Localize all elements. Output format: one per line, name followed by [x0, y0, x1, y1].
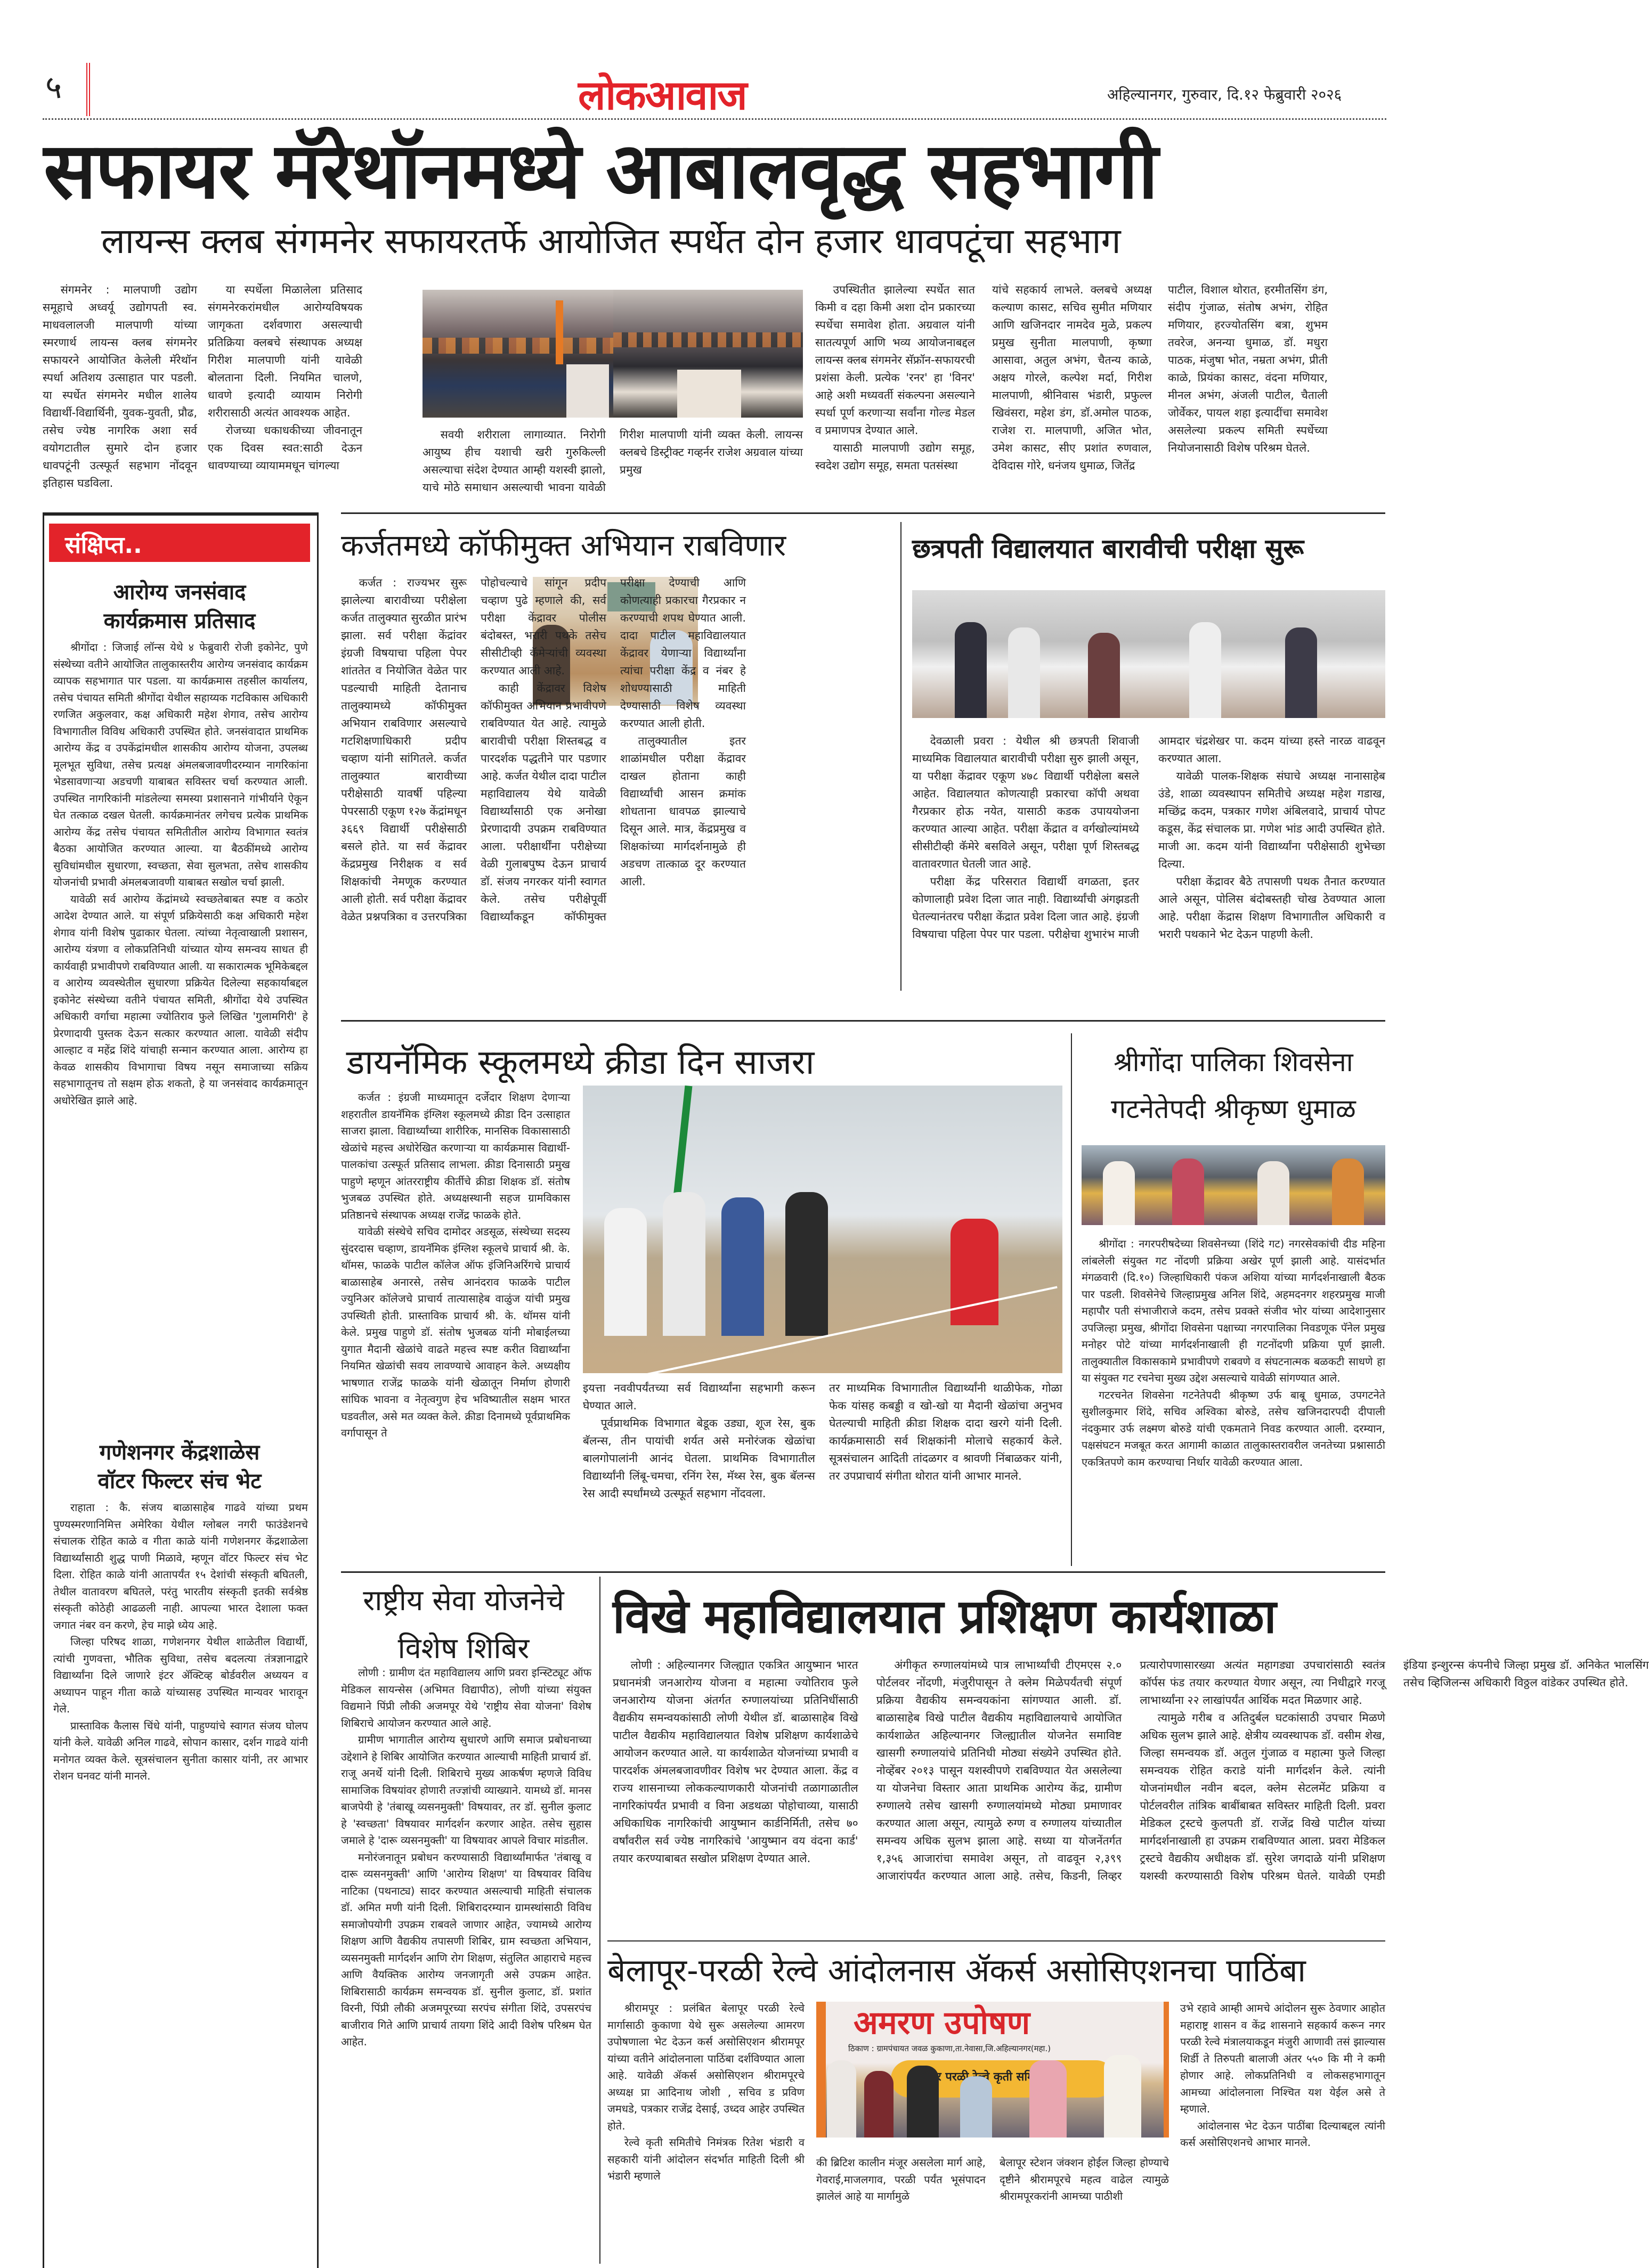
nss-vikhe-divider: [599, 1577, 600, 2264]
dynamic-bottom-para: तर माध्यमिक विभागातील विद्यार्थ्यांनी थाळीफेक, गोळा फेक यांसह कबड्डी व खो-खो या मैदानी खेळांचा अनुभव घेतल्याची माहिती क्रीडा शिक्षक दादा खरगे यांनी दिली. कार्यक्रमासाठी सर्व शिक्षकांनी मोलाचे सहकार्य केले. सूत्रसंचालन आदिती तांदळगर व श्रावणी निंबाळकर यांनी, तर उपप्राचार्य संगीता थोरात यांनी आभार मानले.: [829, 1382, 1062, 1482]
sidebar-story1-para: श्रीगोंदा : जिजाई लॉन्स येथे ४ फेब्रुवारी रोजी इकोनेट, पुणे संस्थेच्या वतीने आयोजित तालुकास्तरीय आरोग्य जनसंवाद कार्यक्रम व्यापक सहभागात पार पडला. या कार्यक्रमास तहसील कार्यालय, तसेच पंचायत समिती श्रीगोंदा येथील सहाय्यक गटविकास अधिकारी रणजित अकुलवार, कक्ष अधिकारी महेश शेगाव, तसेच आरोग्य विभागातील विविध अधिकारी उपस्थित होते. जनसंवादात प्राथमिक आरोग्य केंद्र व उपकेंद्रांमधील शासकीय आरोग्य योजना, उपलब्ध मूलभूत सुविधा, तसेच प्रत्यक्ष अंमलबजावणीदरम्यान नागरिकांना भेडसावणाऱ्या अडचणी याबाबत सविस्तर चर्चा करण्यात आली. उपस्थित नागरिकांनी मांडलेल्या समस्या प्रशासनाने गांभीर्याने ऐकून घेत तत्काळ दखल घेतली. कार्यक्रमानंतर लगेचच प्रत्येक प्राथमिक आरोग्य केंद्र तसेच पंचायत समितीतील आरोग्य विभागात स्वतंत्र बैठका आयोजित करण्यात आल्या. या बैठकींमध्ये आरोग्य सुविधांमधील सुधारणा, स्वच्छता, सेवा सुलभता, तसेच शासकीय योजनांची प्रभावी अंमलबजावणी याबाबत सखोल चर्चा झाली.: [53, 641, 308, 888]
shrigonda-para: गटरचनेत शिवसेना गटनेतेपदी श्रीकृष्ण उर्फ बाबू धुमाळ, उपगटनेते सुशीलकुमार शिंदे, सचिव अश्विका बोरुडे, तसेच खजिनदारपदी दीपाली नंदकुमार उर्फ लक्ष्मण बोरुडे यांची एकमताने निवड करण्यात आली. दरम्यान, पक्षसंघटन मजबूत करत आगामी काळात तालुकास्तरावरील जनतेच्या प्रश्नासाठी एकत्रितपणे काम करण्याचा निर्धार यावेळी करण्यात आला.: [1082, 1388, 1385, 1469]
lead-headline: सफायर मॅरेथॉनमध्ये आबालवृद्ध सहभागी: [44, 126, 1157, 216]
lead-col2-para: या स्पर्धेला मिळालेला प्रतिसाद संगमनेरकरांमधील आरोग्यविषयक जागृकता दर्शवणारा असल्याची प्रतिक्रिया क्लबचे संस्थापक अध्यक्ष गिरीश मालपाणी यांनी यावेळी बोलताना दिली. नियमित चालणे, धावणे इत्यादी व्यायाम निरोगी शरीरासाठी अत्यंत आवश्यक आहेत.: [208, 283, 362, 419]
railway-para: आंदोलनास भेट देऊन पाठींबा दिल्याबद्दल त्यांनी कर्स असोसिएशनचे आभार मानले.: [1180, 2119, 1385, 2149]
railway-para: उभे रहावे आम्ही आमचे आंदोलन सुरू ठेवणार आहोत महाराष्ट्र शासन व केंद्र शासनाने सहकार्य करून नगर परळी रेल्वे मंत्रालयाकडून मंजुरी आणावी तसं झाल्यास शिर्डी ते तिरुपती बालाजी अंतर ५५० कि मी ने कमी होणार आहे. लोकप्रतिनिधी व लोकसहभागातून आमच्या आंदोलनाला निश्चित यश येईल असे ते म्हणाले.: [1180, 2002, 1385, 2115]
vikhe-para: त्यामुळे गरीब व अतिदुर्बल घटकांसाठी उपचार मिळणे अधिक सुलभ झाले आहे. क्षेत्रीय व्यवस्थापक डॉ. वसीम शेख, जिल्हा समन्वयक डॉ. अतुल गुंजाळ व महात्मा फुले जिल्हा समन्वयक रोहित कराडे यांनी मार्गदर्शन केले. त्यांनी योजनांमधील नवीन बदल, क्लेम सेटलमेंट प्रक्रिया व पोर्टलवरील तांत्रिक बाबींबाबत सविस्तर माहिती दिली. प्रवरा मेडिकल ट्रस्टचे कुलपती डॉ. राजेंद्र विखे पाटील यांच्या मार्गदर्शनाखाली हा उपक्रम राबविण्यात आला. प्रवरा मेडिकल ट्रस्टचे वैद्यकीय अधीक्षक डॉ. सुरेश जगदाळे यांनी प्रशिक्षण यशस्वी करण्यासाठी विशेष परिश्रम घेतले. यावेळी एमडी इंडिया इन्शुरन्स कंपनीचे जिल्हा प्रमुख डॉ. अनिकेत भालसिंग तसेच व्हिजिलन्स अधिकारी विठ्ठल वांडेकर उपस्थित होते.: [1140, 1659, 1649, 1882]
banner-title: अमरण उपोषण: [854, 2004, 1030, 2042]
lead-col4: [815, 281, 975, 475]
vikhe-headline: विखे महाविद्यालयात प्रशिक्षण कार्यशाळा: [613, 1589, 1276, 1644]
shrigonda-felicitation-photo: [1082, 1145, 1385, 1225]
vikhe-bottom-rule: [607, 1940, 1385, 1941]
dateline: अहिल्यानगर, गुरुवार, दि.१२ फेब्रुवारी २०२६: [1107, 86, 1342, 103]
dynamic-bottom-col1: [583, 1380, 815, 1503]
sidebar-story2-para: जिल्हा परिषद शाळा, गणेशनगर येथील शाळेतील विद्यार्थी, त्यांची गुणवत्ता, भौतिक सुविधा, तसेच बदलत्या तंत्रज्ञानाद्वारे विद्यार्थ्यांना दिले जाणारे इंटर ॲक्टिव्ह बोर्डवरील अध्ययन व अध्यापन पाहून गीता काळे यांच्यासह उपस्थित मान्यवर भारावून गेले.: [53, 1635, 308, 1715]
karjat-headline: कर्जतमध्ये कॉफीमुक्त अभियान राबविणार: [341, 528, 786, 563]
sidebar-story1-body: [53, 639, 308, 1109]
dynamic-left-para: यावेळी संस्थेचे सचिव दामोदर अडसूळ, संस्थेच्या सदस्य सुंदरदास चव्हाण, डायनॅमिक इंग्लिश स्कूलचे प्राचार्य श्री. के. थॉमस, फाळके पाटील कॉलेज ऑफ इंजिनिअरिंगचे प्राचार्य बाळासाहेब अनारसे, तसेच आनंदराव फाळके पाटील ज्युनिअर कॉलेजचे प्राचार्य तात्यासाहेब वाळुंज यांची प्रमुख उपस्थिती होती. प्रास्ताविक प्राचार्य श्री. के. थॉमस यांनी केले. प्रमुख पाहुणे डॉ. संतोष भुजबळ यांनी मोबाईलच्या युगात मैदानी खेळांचे वाढते महत्त्व स्पष्ट करीत विद्यार्थ्यांना नियमित खेळांची सवय लावण्याचे आवाहन केले. अध्यक्षीय भाषणात राजेंद्र फाळके यांनी खेळातून निर्माण होणारी सांघिक भावना व नेतृत्वगुण हेच भविष्यातील सक्षम भारत घडवतील, असे मत व्यक्त केले. क्रीडा दिनामध्ये पूर्वप्राथमिक वर्गापासून ते: [341, 1225, 570, 1439]
karjat-body: [341, 574, 922, 990]
banner-location: ठिकाण : ग्रामपंचायत जवळ कुकाणा,ता.नेवासा,जि.अहिल्यानगर(महा.): [848, 2044, 1051, 2053]
sidebar-story1-headline-line2: कार्यक्रमास प्रतिसाद: [103, 609, 256, 633]
lower-rule: [341, 1571, 1385, 1573]
chhatrapati-para: यावेळी पालक-शिक्षक संघाचे अध्यक्ष नानासाहेब उंडे, शाळा व्यवस्थापन समितीचे अध्यक्ष महेश गडाख, मच्छिंद्र कदम, पत्रकार गणेश अंबिलवादे, प्राचार्य पोपट कडूस, केंद्र संचालक प्रा. गणेश भांड आदी उपस्थित होते. माजी आ. कदम यांनी विद्यार्थ्यांना परीक्षेसाठी शुभेच्छा दिल्या.: [1158, 770, 1385, 870]
chhatrapati-para: देवळाली प्रवरा : येथील श्री छत्रपती शिवाजी माध्यमिक विद्यालयात बारावीची परीक्षा सुरु झाली असून, या परीक्षा केंद्रावर एकूण ४७८ विद्यार्थी परीक्षेला बसले आहेत. विद्यालयात कोणत्याही प्रकारचा कॉपी अथवा गैरप्रकार होऊ नयेत, यासाठी कडक उपाययोजना करण्यात आल्या आहेत. परीक्षा केंद्रात व वर्गखोल्यांमध्ये सीसीटीव्ही कॅमेरे बसविले असून, परीक्षा पूर्ण शिस्तबद्ध वातावरणात घेतली जात आहे.: [912, 735, 1139, 870]
nss-headline: [325, 1577, 602, 1673]
sidebar-story2-body: [53, 1499, 308, 1785]
page-number-divider: [86, 63, 90, 116]
karjat-para: काही केंद्रावर विशेष कॉफीमुक्त अभियान प्रभावीपणे राबविण्यात येत आहे. त्यामुळे बारावीची परीक्षा शिस्तबद्ध व पारदर्शक पद्धतीने पार पडणार आहे. कर्जत येथील दादा पाटील महाविद्यालय येथे यावेळी विद्यार्थ्यांसाठी एक अनोखा प्रेरणादायी उपक्रम राबविण्यात आला. परीक्षार्थींना परीक्षेच्या वेळी गुलाबपुष्प देऊन प्राचार्य डॉ. संजय नगरकर यांनी स्वागत केले. तसेच परीक्षेपूर्वी विद्यार्थ्यांकडून कॉफीमुक्त परीक्षा देण्याची आणि कोणत्याही प्रकारचा गैरप्रकार न करण्याची शपथ घेण्यात आली. दादा पाटील महाविद्यालयात केंद्रावर येणाऱ्या विद्यार्थ्यांना त्यांचा परीक्षा केंद्र व नंबर हे शोधण्यासाठी माहिती देण्यासाठी विशेष व्यवस्था करण्यात आली होती.: [481, 576, 746, 923]
middle-rule: [341, 1020, 1385, 1022]
karjat-chhatrapati-divider: [900, 522, 901, 991]
dynamic-left-para: कर्जत : इंग्रजी माध्यमातून दर्जेदार शिक्षण देणाऱ्या शहरातील डायनॅमिक इंग्लिश स्कूलमध्ये क्रीडा दिन उत्साहात साजरा झाला. विद्यार्थ्यांच्या शारीरिक, मानसिक विकासासाठी खेळांचे महत्त्व अधोरेखित करणाऱ्या या कार्यक्रमास विद्यार्थी-पालकांचा उत्स्फूर्त प्रतिसाद लाभला. क्रीडा दिनासाठी प्रमुख पाहुणे म्हणून आंतरराष्ट्रीय कीर्तीचे क्रीडा शिक्षक डॉ. संतोष भुजबळ उपस्थित होते. अध्यक्षस्थानी सहज ग्रामविकास प्रतिष्ठानचे संस्थापक अध्यक्ष राजेंद्र फाळके होते.: [341, 1091, 570, 1221]
lead-col1-para: संगमनेर : मालपाणी उद्योग समूहाचे अध्वर्यू उद्योगपती स्व. माधवलालजी मालपाणी यांच्या स्मरणार्थ लायन्स क्लब संगमनेर सफायरने आयोजित केलेली मॅरेथॉन स्पर्धा अतिशय उत्साहात पार पडली. या स्पर्धेत संगमनेर मधील शालेय विद्यार्थी-विद्यार्थिनी, युवक-युवती, प्रौढ, तसेच ज्येष्ठ नागरिक अशा सर्व वयोगटातील सुमारे दोन हजार धावपटूंनी उत्स्फूर्त सहभाग नोंदवून इतिहास घडविला.: [43, 283, 197, 490]
lead-col1: [43, 281, 197, 492]
chhatrapati-para: परीक्षा केंद्रावर बैठे तपासणी पथक तैनात करण्यात आले असून, पोलिस बंदोबस्तही चोख ठेवण्यात आला आहे. परीक्षा केंद्रास शिक्षण विभागातील अधिकारी व भरारी पथकाने भेट देऊन पाहणी केली.: [1158, 875, 1385, 941]
lead-under-photo: [423, 426, 803, 496]
sidebar-label-banner: [49, 524, 310, 562]
nss-para: लोणी : ग्रामीण दंत महाविद्यालय आणि प्रवरा इन्स्टिट्यूट ऑफ मेडिकल सायन्सेस (अभिमत विद्यापीठ), लोणी यांच्या संयुक्त विद्यमाने पिंप्री लौकी अजमपूर येथे 'राष्ट्रीय सेवा योजना' विशेष शिबिराचे आयोजन करण्यात आले आहे.: [341, 1666, 591, 1729]
marathon-photo: [423, 290, 613, 418]
lead-col2: [208, 281, 362, 475]
chhatrapati-exam-photo: [912, 590, 1385, 718]
shrigonda-headline: [1082, 1039, 1385, 1132]
shrigonda-headline-line1: श्रीगोंदा पालिका शिवसेना: [1114, 1047, 1353, 1078]
karjat-para: तालुक्यातील इतर शाळांमधील परीक्षा केंद्रावर दाखल होताना काही विद्यार्थ्यांची आसन क्रमांक शोधताना धावपळ झाल्याचे दिसून आले. मात्र, केंद्रप्रमुख व शिक्षकांच्या मार्गदर्शनामुळे ही अडचण तात्काळ दूर करण्यात आली.: [620, 735, 746, 888]
karjat-para: कर्जत : राज्यभर सुरू झालेल्या बारावीच्या परीक्षेला कर्जत तालुक्यात सुरळीत प्रारंभ झाला. सर्व परीक्षा केंद्रांवर इंग्रजी विषयाचा पहिला पेपर शांततेत व नियोजित वेळेत पार पडल्याची माहिती देतानाच तालुक्यामध्ये कॉफीमुक्त अभियान राबविणार असल्याचे गटशिक्षणाधिकारी प्रदीप चव्हाण यांनी सांगितले. कर्जत तालुक्यात बारावीच्या परीक्षेसाठी यावर्षी पहिल्या पेपरसाठी एकूण १२७ केंद्रांमधून ३६६९ विद्यार्थी परीक्षेसाठी बसले होते. या सर्व केंद्रावर केंद्रप्रमुख निरीक्षक व सर्व शिक्षकांची नेमणूक करण्यात आली होती. सर्व परीक्षा केंद्रावर वेळेत प्रश्नपत्रिका व उत्तरपत्रिका पोहोचल्याचे सांगून प्रदीप चव्हाण पुढे म्हणाले की, सर्व परीक्षा केंद्रावर पोलीस बंदोबस्त, भरारी पथके तसेच सीसीटीव्ही कॅमेऱ्यांची व्यवस्था करण्यात आली आहे.: [341, 576, 606, 923]
railway-col1: [607, 2000, 805, 2185]
lead-col6: [1168, 281, 1328, 457]
lead-under-photo-para: सवयी शरीराला लागाव्यात. निरोगी आयुष्य हीच यशाची खरी गुरुकिल्ली असल्याचा संदेश देण्यात आम्ही यशस्वी झालो, याचे मोठे समाधान असल्याची भावना यावेळी गिरीश मालपाणी यांनी व्यक्त केली. लायन्स क्लबचे डिस्ट्रीक्ट गव्हर्नर राजेश अग्रवाल यांच्या प्रमुख: [423, 428, 803, 494]
sidebar-story2-para: राहाता : कै. संजय बाळासाहेब गाढवे यांच्या प्रथम पुण्यस्मरणानिमित्त अमेरिका येथील ग्लोबल नगरी फाउंडेशनचे संचालक रोहित काळे व गीता काळे यांनी गणेशनगर केंद्रशाळेला विद्यार्थ्यांसाठी शुद्ध पाणी मिळावे, म्हणून वॉटर फिल्टर संच भेट दिला. रोहित काळे यांनी आतापर्यंत १५ देशांची संस्कृती बघितली, तेथील वातावरण बघितले, परंतु भारतीय संस्कृती इतकी सर्वश्रेष्ठ संस्कृती कोठेही आढळली नाही. आपल्या भारत देशाला फक्त जगात नंबर वन करणे, हेच माझे ध्येय आहे.: [53, 1501, 308, 1631]
sports-day-photo: [583, 1086, 1062, 1373]
dynamic-left-body: [341, 1089, 570, 1442]
shrigonda-para: श्रीगोंदा : नगरपरीषदेच्या शिवसेनच्या (शिंदे गट) नगरसेवकांची दीड महिना लांबलेली संयुक्त गट नोंदणी प्रक्रिया अखेर पूर्ण झाली आहे. यासंदर्भात मंगळवारी (दि.१०) जिल्हाधिकारी पंकज अशिया यांच्या मार्गदर्शनाखाली बैठक पार पडली. शिवसेनेचे जिल्हाप्रमुख अनिल शिंदे, अहमदनगर शहरप्रमुख माजी महापौर पती संभाजीराजे कदम, तसेच प्रवक्ते संजीव भोर यांच्या आदेशानुसार उपजिल्हा प्रमुख, श्रीगोंदा शिवसेना पक्षाच्या नगरपालिका निवडणूक पॅनेल प्रमुख मनोहर पोटे यांच्या मार्गदर्शनाखाली ही गटनोंदणी प्रक्रिया पूर्ण झाली. तालुक्यातील विकासकामे प्रभावीपणे राबवणे व संघटनात्मक बळकटी साधणे हा या संयुक्त गट रचनेचा मुख्य उद्देश असल्याचे यावेळी सांगण्यात आले.: [1082, 1237, 1385, 1384]
sidebar-story1-headline-line1: आरोग्य जनसंवाद: [113, 580, 246, 605]
vikhe-para: अंगीकृत रुग्णालयांमध्ये पात्र लाभार्थ्यांची टीएमएस २.० पोर्टलवर नोंदणी, मंजुरीपासून ते क्लेम मिळेपर्यंतची संपूर्ण प्रक्रिया वैद्यकीय समन्वयकांना सांगण्यात आली. डॉ. बाळासाहेब विखे पाटील वैद्यकीय महाविद्यालयाचे आयोजित कार्यशाळेत अहिल्यानगर जिल्ह्यातील योजनेत समाविष्ट खासगी रुग्णालयांचे प्रतिनिधी मोठ्या संख्येने उपस्थित होते. नोव्हेंबर २०१३ पासून यशस्वीपणे राबविण्यात येत असलेल्या या योजनेचा विस्तार आता प्राथमिक आरोग्य केंद्र, ग्रामीण रुग्णालये तसेच खासगी रुग्णालयांमध्ये मोठ्या प्रमाणावर करण्यात आला असून, त्यामुळे रुग्ण व रुग्णालय यांच्यातील समन्वय अधिक सुलभ झाला आहे. सध्या या योजनेंतर्गत १,३५६ आजारांचा समावेश असून, तो वाढवून २,३९९ आजारांपर्यंत करण्यात आला आहे. तसेच, किडनी, लिव्हर प्रत्यारोपणासारख्या अत्यंत महागड्या उपचारांसाठी स्वतंत्र कॉर्पस फंड तयार करण्यात येणार असून, त्या निधीद्वारे गरजू लाभार्थ्यांना २२ लाखांपर्यंत आर्थिक मदत मिळणार आहे.: [876, 1659, 1385, 1882]
nss-headline-line1: राष्ट्रीय सेवा योजनेचे: [363, 1584, 564, 1617]
railway-col4: [1180, 2000, 1385, 2151]
sidebar-story2-headline-line1: गणेशनगर केंद्रशाळेस: [99, 1440, 260, 1465]
dynamic-headline: डायनॅमिक स्कूलमध्ये क्रीडा दिन साजरा: [346, 1043, 815, 1082]
nss-headline-line2: विशेष शिबिर: [397, 1631, 530, 1665]
railway-headline: बेलापूर-परळी रेल्वे आंदोलनास ॲकर्स असोसिएशनचा पाठिंबा: [607, 1952, 1306, 1989]
sidebar-story2-para: प्रास्ताविक कैलास चिंधे यांनी, पाहुण्यांचे स्वागत संजय घोलप यांनी केले. यावेळी अनिल गाढवे, सोपान कासार, दर्शन गाढवे यांनी मनोगत व्यक्त केले. सूत्रसंचालन सुनीता कासार यांनी, तर आभार राेशन घनवट यांनी मानले.: [53, 1719, 308, 1782]
lead-col4-para: यासाठी मालपाणी उद्योग समूह, स्वदेश उद्योग समूह, समता पतसंस्था: [815, 442, 975, 472]
sidebar-story1-headline: [49, 578, 310, 635]
dynamic-bottom-para: इयत्ता नववीपर्यंतच्या सर्व विद्यार्थ्यांना सहभागी करून घेण्यात आले.: [583, 1382, 815, 1412]
banner-strip: परळी कृती: [945, 2070, 1012, 2084]
shrigonda-headline-line2: गटनेतेपदी श्रीकृष्ण धुमाळ: [1111, 1094, 1356, 1124]
page-number: ५: [45, 69, 62, 106]
vikhe-body: [613, 1657, 1649, 1886]
nss-para: ग्रामीण भागातील आरोग्य सुधारणे आणि समाज प्रबोधनाच्या उद्देशाने हे शिबिर आयोजित करण्यात आल्याची माहिती प्राचार्य डॉ. राजू अनर्थे यांनी दिली. शिबिराचे मुख्य आकर्षण म्हणजे विविध सामाजिक विषयांवर होणारी तज्ज्ञांची व्याख्याने. यामध्ये डॉ. मानस बाजपेयी हे 'तंबाखू व्यसनमुक्ती' विषयावर, तर डॉ. सुनील कुलाट हे 'स्वच्छता' विषयावर मार्गदर्शन करणार आहेत. तसेच सुहास जमाले हे 'दारू व्यसनमुक्ती' या विषयावर आपले विचार मांडतील.: [341, 1733, 591, 1847]
nss-para: मनोरंजनातून प्रबोधन करण्यासाठी विद्यार्थ्यांमार्फत 'तंबाखू व दारू व्यसनमुक्ती' आणि 'आरोग्य शिक्षण' या विषयावर विविध नाटिका (पथनाट्य) सादर करण्यात असल्याची माहिती संचालक डॉ. अमित मणी यांनी दिली. शिबिरादरम्यान ग्रामस्थांसाठी विविध समाजोपयोगी उपक्रम राबवले जाणार आहेत, ज्यामध्ये आरोग्य शिक्षण आणि वैद्यकीय तपासणी शिबिर, ग्राम स्वच्छता अभियान, व्यसनमुक्ती मार्गदर्शन आणि रोग शिक्षण, संतुलित आहाराचे महत्त्व आणि वैयक्तिक आरोग्य जनजागृती असे उपक्रम आहेत. शिबिरासाठी कार्यक्रम समन्वयक डॉ. सुनील कुलाट, डॉ. प्रशांत विरनी, पिंप्री लौकी अजमपूरच्या सरपंच संगीता शिंदे, उपसरपंच बाजीराव गिते आणि प्राचार्य तायगा शिंदे आदी विशेष परिश्रम घेत आहेत.: [341, 1850, 591, 2048]
lead-col2-para: रोजच्या धकाधकीच्या जीवनातून एक दिवस स्वत:साठी देऊन धावण्याच्या व्यायाममधून चांगल्या: [208, 424, 362, 472]
masthead-logo: लोकआवाज: [578, 71, 746, 119]
marathon-photo-2: [613, 290, 803, 418]
masthead-rule: [43, 118, 1386, 120]
railway-para: की ब्रिटिश कालीन मंजूर असलेला मार्ग आहे, गेवराई,माजलगाव, परळी पर्यंत भूसंपादन झालेलं आहे या मार्गामुळे: [816, 2156, 986, 2202]
lead-subheadline: लायन्स क्लब संगमनेर सफायरतर्फे आयोजित स्पर्धेत दोन हजार धावपटूंचा सहभाग: [101, 221, 1121, 262]
vikhe-para: लोणी : अहिल्यानगर जिल्ह्यात एकत्रित आयुष्मान भारत प्रधानमंत्री जनआरोग्य योजना व महात्मा ज्योतिराव फुले जनआरोग्य योजना अंतर्गत रुग्णालयांच्या प्रतिनिधींसाठी वैद्यकीय समन्वयकांसाठी लोणी येथील डॉ. बाळासाहेब विखे पाटील वैद्यकीय महाविद्यालयात विशेष प्रशिक्षण कार्यशाळेचे आयोजन करण्यात आले. या कार्यशाळेत योजनांच्या प्रभावी व पारदर्शक अंमलबजावणीवर विशेष भर देण्यात आला. केंद्र व राज्य शासनाच्या लोककल्याणकारी योजनांची तळागाळातील नागरिकांपर्यंत प्रभावी व विना अडथळा पोहोचाव्या, यासाठी अधिकाधिक नागरिकांची आयुष्मान कार्डनिर्मिती, तसेच ७० वर्षांवरील सर्व ज्येष्ठ नागरिकांचे 'आयुष्मान वय वंदना कार्ड' तयार करण्याबाबत सखोल प्रशिक्षण देण्यात आले.: [613, 1659, 858, 1865]
railway-col2-3: [816, 2155, 1169, 2205]
dynamic-bottom-para: पूर्वप्राथमिक विभागात बेडूक उड्या, शूज रेस, बुक बॅलन्स, तीन पायांची शर्यत असे मनोरंजक खेळांचा बालगोपालांनी आनंद घेतला. प्राथमिक विभागातील विद्यार्थ्यांनी लिंबू-चमचा, रनिंग रेस, मॅथ्स रेस, बुक बॅलन्स रेस आदी स्पर्धांमध्ये उत्स्फूर्त सहभाग नोंदवला.: [583, 1417, 815, 1500]
dynamic-shrigonda-divider: [1071, 1033, 1072, 1566]
dynamic-bottom-col2: [829, 1380, 1062, 1485]
lead-col6-para: पाटील, विशाल थोरात, हरमीतसिंग डंग, संदीप गुंजाळ, संतोष अभंग, रोहित मणियार, हरज्योतसिंग बत्रा, शुभम तवरेज, अनन्या धुमाळ, डॉ. मधुरा पाठक, मंजुषा भोत, नम्रता अभंग, प्रीती काळे, प्रियंका कासट, वंदना मणियार, मीनल अभंग, अंजली पाटील, चैताली जोर्वेकर, पायल शहा इत्यादींचा समावेश असलेल्या प्रकल्प समिती स्पर्धेच्या नियोजनासाठी विशेष परिश्रम घेतले.: [1168, 283, 1328, 454]
shrigonda-body: [1082, 1236, 1385, 1471]
chhatrapati-headline: छत्रपती विद्यालयात बारावीची परीक्षा सुरू: [912, 533, 1304, 564]
railway-para: श्रीरामपूर : प्रलंबित बेलापूर परळी रेल्वे मार्गासाठी कुकाणा येथे सुरू असलेल्या आमरण उपोषणाला भेट देऊन कर्स असोसिएशन श्रीरामपूर यांच्या वतीने आंदोलनाला पाठिंबा दर्शविण्यात आला आहे. यावेळी ॲकर्स असोसिएशन श्रीरामपूरचे अध्यक्ष प्रा आदिनाथ जोशी , सचिव ड प्रविण जमधडे, पत्रकार राजेंद्र देसाई, उध्दव आहेर उपस्थित होते.: [607, 2002, 805, 2132]
sidebar-story2-headline: [49, 1438, 310, 1496]
railway-para: बेलापूर स्टेशन जंक्शन होईल जिल्हा होण्याचे दृष्टीने श्रीरामपूरचे महत्व वाढेल त्यामुळे श्रीरामपूरकरांनी आमच्या पाठीशी: [1000, 2156, 1169, 2202]
sidebar-story2-headline-line2: वॉटर फिल्टर संच भेट: [98, 1469, 262, 1494]
sidebar-label: संक्षिप्त..: [65, 532, 142, 559]
lead-col5-para: यांचे सहकार्य लाभले. क्लबचे अध्यक्ष कल्याण कासट, सचिव सुमीत मणियार आणि खजिनदार नामदेव मुळे, प्रकल्प प्रमुख सुनीता मालपाणी, कृष्णा आसावा, अतुल अभंग, चैतन्य काळे, अक्षय गोरले, कल्पेश मर्दा, गिरीश मालपाणी, श्रीनिवास भंडारी, प्रफुल्ल खिवंसरा, महेश डंग, डॉ.अमोल पाठक, राजेश रा. मालपाणी, अजित भोत, उमेश कासट, सीए प्रशांत रुणवाल, देविदास गोरे, धनंजय धुमाळ, जितेंद्र: [992, 283, 1152, 472]
nss-body: [341, 1665, 591, 2051]
chhatrapati-para: परीक्षा केंद्र परिसरात विद्यार्थी वगळता, इतर कोणालाही प्रवेश दिला जात नाही. विद्यार्थ्यांची अंगझडती घेतल्यानंतरच परीक्षा केंद्रात प्रवेश दिला जात आहे. इंग्रजी विषयाचा पहिला पेपर पार पडला. परीक्षेचा शुभारंभ माजी आमदार चंद्रशेखर पा. कदम यांच्या हस्ते नारळ वाढवून करण्यात आला.: [912, 735, 1385, 941]
railway-para: रेल्वे कृती समितीचे निमंत्रक रितेश भंडारी व सहकारी यांनी आंदोलन संदर्भात माहिती दिली श्री भंडारी म्हणाले: [607, 2136, 805, 2182]
hunger-strike-photo: [816, 2002, 1169, 2138]
lead-col5: [992, 281, 1152, 475]
lead-col4-para: उपस्थितीत झालेल्या स्पर्धेत सात किमी व दहा किमी अशा दोन प्रकारच्या स्पर्धेचा समावेश होता. अग्रवाल यांनी सातत्यपूर्ण आणि भव्य आयोजनाबद्दल लायन्स क्लब संगमनेर सॅफ्रॉन-सफायरची प्रशंसा केली. प्रत्येक 'रनर' हा 'विनर' आहे अशी मध्यवर्ती संकल्पना असल्याने स्पर्धा पूर्ण करणार्‍या सर्वांना गोल्ड मेडल व प्रमाणपत्र देण्यात आले.: [815, 283, 975, 437]
chhatrapati-body: [912, 732, 1385, 983]
lead-story-bottom-rule: [341, 512, 1385, 514]
sidebar-story1-para: यावेळी सर्व आरोग्य केंद्रांमध्ये स्वच्छतेबाबत स्पष्ट व कठोर आदेश देण्यात आले. या संपूर्ण प्रक्रियेसाठी कक्ष अधिकारी महेश शेगाव यांनी विशेष पुढाकार घेतला. त्यांच्या नेतृत्वाखाली प्रशासन, आरोग्य यंत्रणा व लोकप्रतिनिधी यांच्यात योग्य समन्वय साधत ही कार्यवाही प्रभावीपणे राबविण्यात आली. या सकारात्मक भूमिकेबद्दल व आरोग्य व्यवस्थेतील सुधारणा प्रक्रियेत दिलेल्या सहकार्याबद्दल इकोनेट संस्थेच्या वतीने पंचायत समिती, श्रीगोंदा येथे उपस्थित अधिकारी वर्गाचा महात्मा ज्योतिराव फुले लिखित 'गुलामगिरी' हे प्रेरणादायी पुस्तक देऊन सत्कार करण्यात आला. यावेळी संदीप आल्हाट व महेंद्र शिंदे यांचाही सन्मान करण्यात आला. आरोग्य हा केवळ शासकीय विभागाचा विषय नसून समाजाच्या सक्रिय सहभागातूनच तो सक्षम होऊ शकतो, हे या जनसंवाद कार्यक्रमातून अधोरेखित झाले आहे.: [53, 892, 308, 1107]
